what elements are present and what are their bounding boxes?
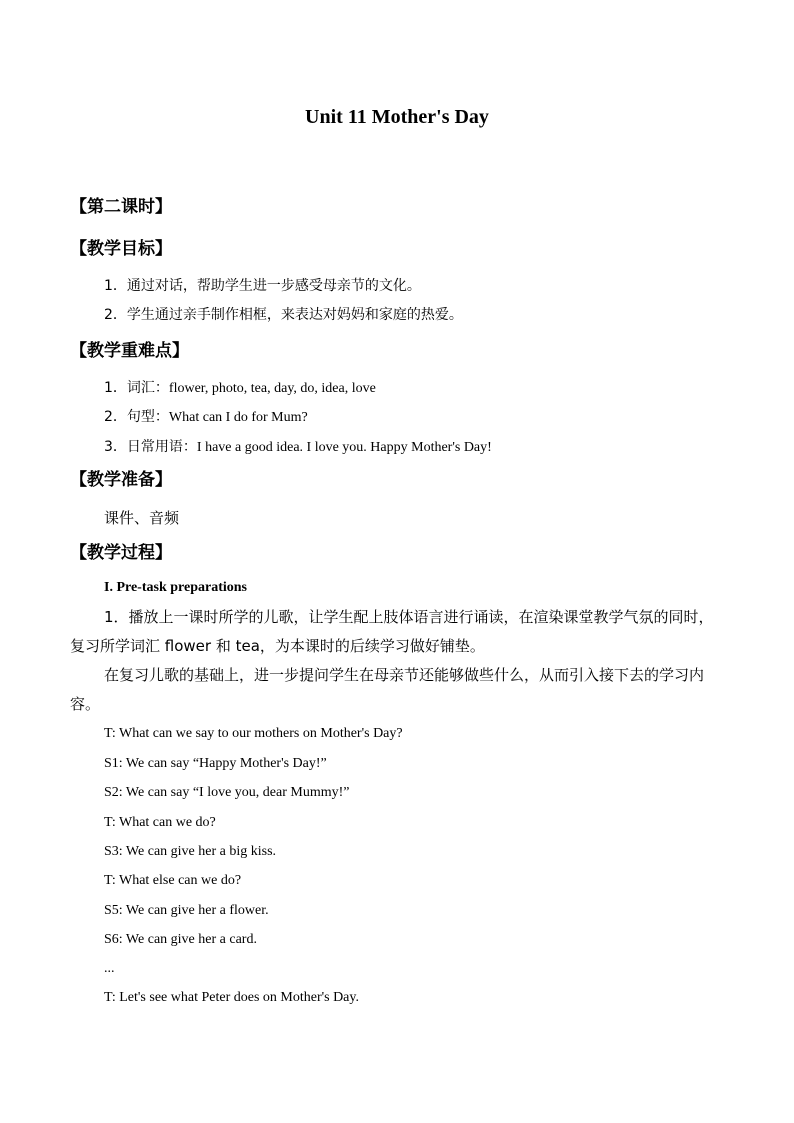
objectives-heading: 【教学目标】 [70,239,172,259]
keypoint-item-3 [104,436,492,456]
process-paragraph-2: 在复习儿歌的基础上，进一步提问学生在母亲节还能够做些什么，从而引入接下去的学习内容。 [70,666,705,713]
preparation-text: 课件、音频 [104,509,180,527]
process-subheading: I. Pre-task preparations [104,580,247,595]
dialogue-line: S3: We can give her a big kiss. [104,844,277,859]
keypoint-text: I have a good idea. I love you. Happy Mother's Day! [196,440,492,455]
dialogue-line: ... [104,961,115,976]
keypoints-heading: 【教学重难点】 [70,341,189,361]
objective-item-2: 2．学生通过亲手制作相框，来表达对妈妈和家庭的热爱。 [104,307,463,323]
dialogue-line: T: Let's see what Peter does on Mother's Day. [104,990,359,1005]
dialogue-line: T: What else can we do? [104,873,242,888]
keypoint-item-1 [104,377,376,397]
process-paragraph-1: 1．播放上一课时所学的儿歌，让学生配上肢体语言进行诵读，在渲染课堂教学气氛的同时，复习所学词汇 flower 和 tea，为本课时的后续学习做好铺垫。 [70,608,714,655]
keypoint-text: flower, photo, tea, day, do, idea, love [168,381,376,396]
dialogue-line: S5: We can give her a flower. [104,903,269,918]
keypoint-item-2 [104,406,308,426]
document-title: Unit 11 Mother's Day [305,106,489,128]
dialogue-line: T: What can we do? [104,815,216,830]
dialogue-line: S1: We can say “Happy Mother's Day!” [104,756,327,771]
period-heading: 【第二课时】 [70,197,172,217]
dialogue-line: S6: We can give her a card. [104,932,257,947]
dialogue-line: T: What can we say to our mothers on Mother's Day? [104,726,403,741]
keypoint-text: What can I do for Mum? [168,410,308,425]
preparation-heading: 【教学准备】 [70,470,172,490]
keypoint-label: 2．句型： [104,409,169,425]
process-heading: 【教学过程】 [70,543,172,563]
keypoint-label: 1．词汇： [104,380,169,396]
dialogue-line: S2: We can say “I love you, dear Mummy!” [104,785,350,800]
keypoint-label: 3．日常用语： [104,439,197,455]
objective-item-1: 1．通过对话，帮助学生进一步感受母亲节的文化。 [104,278,421,294]
